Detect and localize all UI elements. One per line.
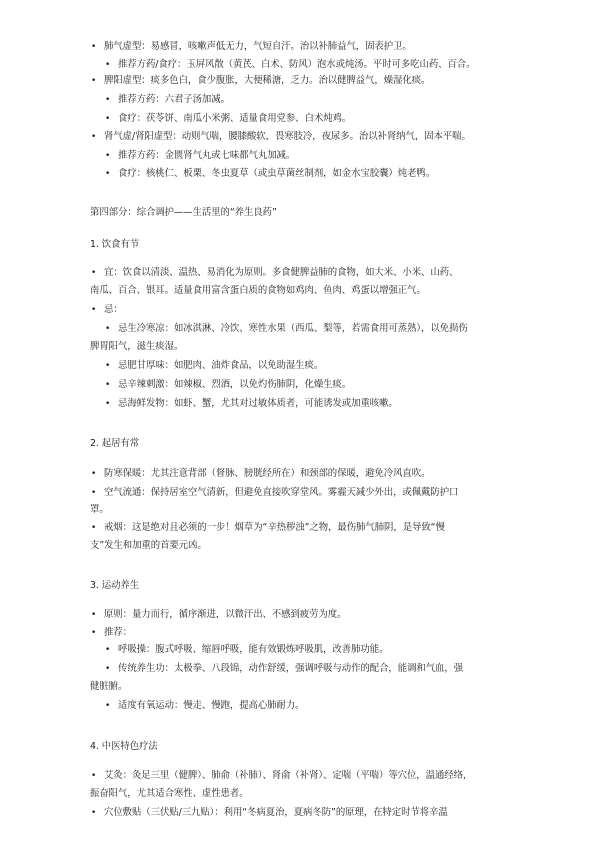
text-line: 忌：: [104, 304, 123, 315]
bullet: •: [91, 808, 97, 818]
bullet: •: [105, 151, 111, 161]
bullet: •: [91, 628, 97, 638]
text-line-continued: 脾胃阳气，滋生痰湿。: [90, 341, 184, 352]
text-line: 食疗：茯苓饼、南瓜小米粥、适量食用党参、白术炖鸡。: [118, 113, 352, 124]
text-line: 忌辛辣刺激：如辣椒、烈酒，以免灼伤肺阴，化燥生痰。: [118, 379, 352, 390]
text-line: 忌肥甘厚味：如肥肉、油炸食品，以免助湿生痰。: [118, 360, 324, 371]
bullet: •: [91, 305, 97, 315]
text-line: 推荐方药/食疗：玉屏风散（黄芪、白术、防风）泡水或炖汤。平时可多吃山药、百合。: [118, 59, 476, 70]
bullet: •: [105, 664, 111, 674]
bullet: •: [105, 169, 111, 179]
text-line: 食疗：核桃仁、板栗、冬虫夏草（或虫草菌丝制剂，如金水宝胶囊）炖老鸭。: [118, 168, 436, 179]
bullet: •: [105, 399, 111, 409]
text-line: 穴位敷贴（三伏贴/三九贴）：利用“冬病夏治，夏病冬防”的原理，在特定时节将辛温: [104, 807, 448, 818]
section-heading: 第四部分：综合调护——生活里的“养生良药”: [90, 207, 277, 218]
bullet: •: [105, 361, 111, 371]
text-line: 宜：饮食以清淡、温热、易消化为原则。多食健脾益肺的食物，如大米、小米、山药、: [104, 267, 459, 278]
text-line-continued: 南瓜、百合、银耳。适量食用富含蛋白质的食物如鸡肉、鱼肉、鸡蛋以增强正气。: [90, 285, 426, 296]
section-heading: 4. 中医特色疗法: [90, 741, 158, 752]
bullet: •: [105, 95, 111, 105]
section-heading: 1. 饮食有节: [90, 239, 140, 250]
bullet: •: [91, 488, 97, 498]
bullet: •: [105, 114, 111, 124]
text-line: 呼吸操：腹式呼吸、缩唇呼吸，能有效锻炼呼吸肌，改善肺功能。: [118, 644, 389, 655]
text-line: 推荐方药：六君子汤加减。: [118, 94, 230, 105]
text-line: 忌海鲜发物：如虾、蟹，尤其对过敏体质者，可能诱发或加重咳嗽。: [118, 398, 398, 409]
bullet: •: [105, 645, 111, 655]
bullet: •: [91, 76, 97, 86]
text-line: 空气流通：保持居室空气清新，但避免直接吹穿堂风。雾霾天减少外出，或佩戴防护口: [104, 487, 459, 498]
text-line: 艾灸：灸足三里（健脾）、肺俞（补肺）、肾俞（补肾）、定喘（平喘）等穴位，温通经络，: [104, 770, 473, 781]
bullet: •: [91, 771, 97, 781]
bullet: •: [91, 610, 97, 620]
bullet: •: [91, 42, 97, 52]
text-line-continued: 振奋阳气，尤其适合寒性、虚性患者。: [90, 788, 249, 799]
text-line: 原则：量力而行，循序渐进，以微汗出、不感到疲劳为度。: [104, 609, 347, 620]
text-line: 肾气虚/肾阳虚型：动则气喘，腰膝酸软，畏寒肢冷，夜尿多。治以补肾纳气，固本平喘。: [104, 131, 471, 142]
text-line: 脾阳虚型：痰多色白，食少腹胀，大便稀溏，乏力。治以健脾益气，燥湿化痰。: [104, 75, 431, 86]
text-line: 适度有氧运动：慢走、慢跑，提高心肺耐力。: [118, 700, 305, 711]
bullet: •: [91, 132, 97, 142]
bullet: •: [105, 324, 111, 334]
text-line: 忌生冷寒凉：如冰淇淋、冷饮、寒性水果（西瓜、梨等，若需食用可蒸熟），以免损伤: [118, 323, 468, 334]
text-line: 防寒保暖：尤其注意背部（督脉、膀胱经所在）和颈部的保暖，避免冷风直吹。: [104, 468, 431, 479]
bullet: •: [105, 60, 111, 70]
text-line: 传统养生功：太极拳、八段锦，动作舒缓，强调呼吸与动作的配合，能调和气血，强: [118, 663, 464, 674]
section-heading: 3. 运动养生: [90, 580, 140, 591]
text-line: 肺气虚型：易感冒，咳嗽声低无力，气短自汗。治以补肺益气，固表护卫。: [104, 41, 412, 52]
bullet: •: [91, 469, 97, 479]
text-line-continued: 支”发生和加重的首要元凶。: [90, 540, 207, 551]
bullet: •: [105, 701, 111, 711]
text-line: 推荐方药：金匮肾气丸或七味都气丸加减。: [118, 150, 296, 161]
text-line-continued: 罩。: [90, 504, 109, 515]
text-line-continued: 健脏腑。: [90, 681, 128, 692]
bullet: •: [105, 380, 111, 390]
text-line: 戒烟：这是绝对且必须的一步！烟草为“辛热秽浊”之物，最伤肺气肺阴，是导致“慢: [104, 522, 445, 533]
bullet: •: [91, 523, 97, 533]
text-line: 推荐：: [104, 627, 132, 638]
section-heading: 2. 起居有常: [90, 438, 140, 449]
bullet: •: [91, 268, 97, 278]
